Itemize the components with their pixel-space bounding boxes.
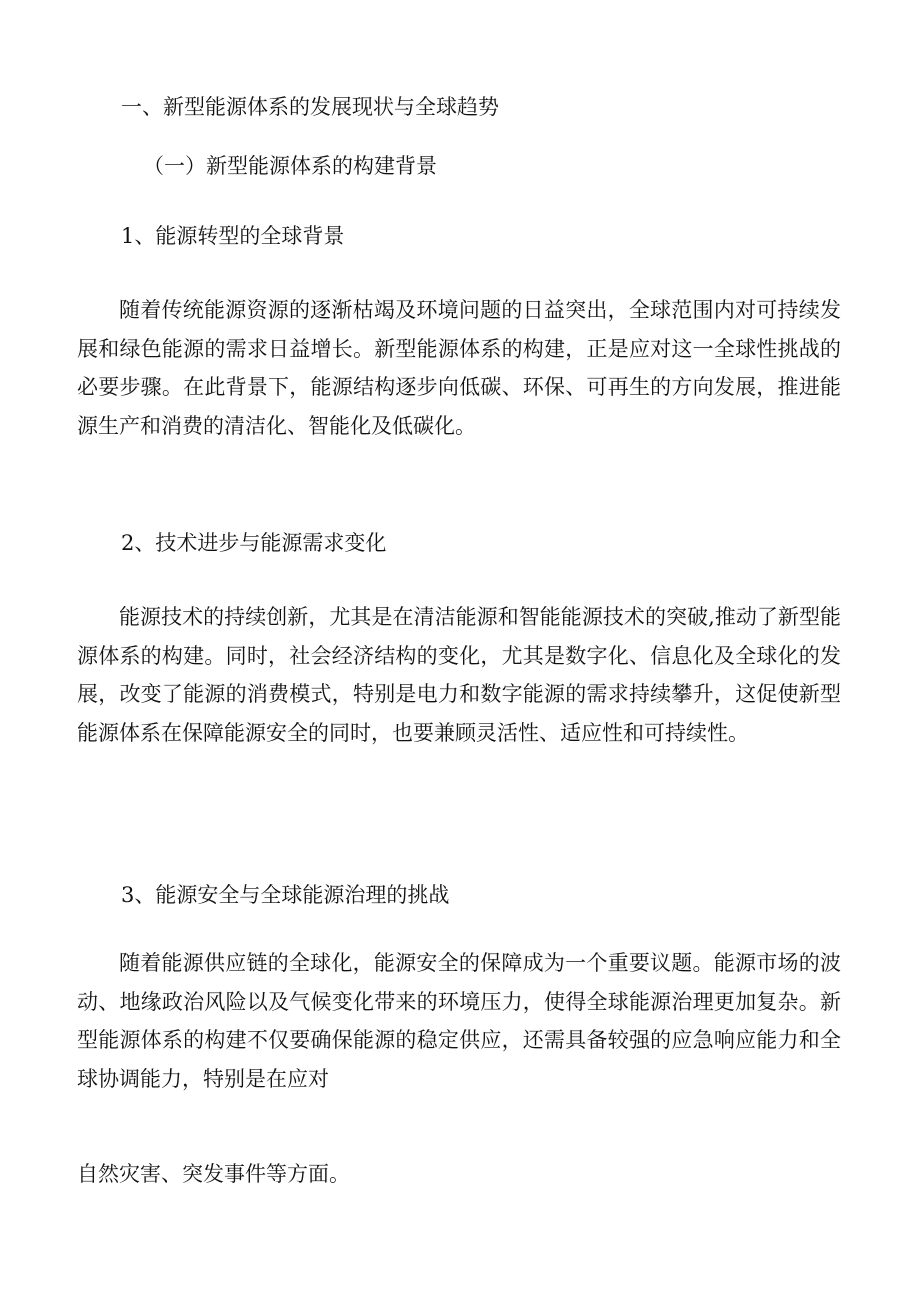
sub-heading: （一）新型能源体系的构建背景 (143, 154, 437, 178)
section-3-paragraph: 随着能源供应链的全球化，能源安全的保障成为一个重要议题。能源市场的波动、地缘政治风险以及气候变化带来的环境压力，使得全球能源治理更加复杂。新型能源体系的构建不仅要确保能源的稳定供应，还需具备较强的应急响应能力和全球协调能力，特别是在应对 (77, 951, 841, 1092)
section-3-title: 3、能源安全与全球能源治理的挑战 (121, 883, 450, 907)
section-1-title: 1、能源转型的全球背景 (121, 224, 345, 248)
section-3-continuation: 自然灾害、突发事件等方面。 (77, 1162, 350, 1186)
section-2-paragraph: 能源技术的持续创新，尤其是在清洁能源和智能能源技术的突破,推动了新型能源体系的构建。同时，社会经济结构的变化，尤其是数字化、信息化及全球化的发展，改变了能源的消费模式，特别是电力和数字能源的需求持续攀升，这促使新型能源体系在保障能源安全的同时，也要兼顾灵活性、适应性和可持续性。 (77, 605, 841, 746)
main-heading: 一、新型能源体系的发展现状与全球趋势 (121, 95, 499, 119)
section-1-paragraph: 随着传统能源资源的逐渐枯竭及环境问题的日益突出，全球范围内对可持续发展和绿色能源的需求日益增长。新型能源体系的构建，正是应对这一全球性挑战的必要步骤。在此背景下，能源结构逐步向低碳、环保、可再生的方向发展，推进能源生产和消费的清洁化、智能化及低碳化。 (77, 298, 841, 439)
section-2-title: 2、技术进步与能源需求变化 (121, 531, 387, 555)
